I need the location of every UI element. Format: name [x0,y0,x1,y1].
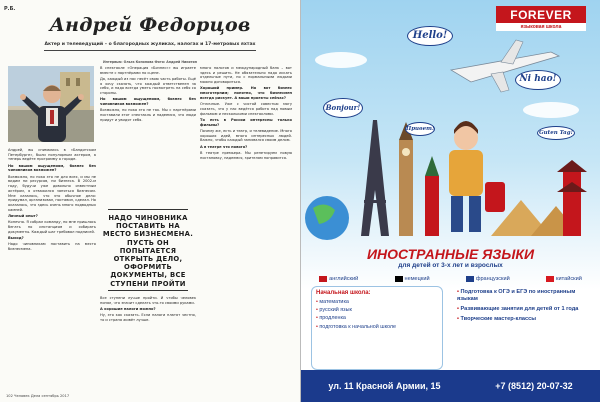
speech-bubble-hello: Hello! [407,26,453,46]
logo-subtitle: языковая школа [496,23,586,31]
portrait-illustration [8,66,94,142]
interview-paragraph: Отличные. Уже с чистой совестью могу сказать, что у нас ведётся работа над новым фильмом и несколькими спектаклями. [200,102,292,116]
interview-question: Выход? [8,235,24,240]
eiffel-tower-icon [361,120,389,236]
language-label: английский [329,276,359,282]
pullquote-rule-bottom [108,290,188,291]
interview-question: Личный опыт? [8,213,38,218]
interview-paragraph: Конечно. Я собрал команду, но мне пришлось бегать по инстанциям и собирать документы. Каждый шаг требовал подписей. [8,220,96,234]
interview-paragraph: Все ступени лучше пройти. И чтобы человек понял, что значит сделать что-то своими руками. [100,296,196,305]
course-item: • математика [316,298,438,306]
article-column-1 [8,148,96,253]
article-column-3 [200,66,292,162]
article-subtitle: Актер и телеведущий – о благородных жуликах, налогах и 17-метровых яхтах [44,42,256,47]
flag-icon [466,276,474,282]
interview-paragraph: Надо чиновникам поставить на место бизнесмена. [8,242,96,251]
phone-text: +7 (8512) 20-07-32 [495,381,573,391]
school-logo [496,6,586,31]
interview-paragraph: много налогов и международный банк – вот здесь и решить. Не обязательно надо искать отдельные пути, но с нормальными людьми можно договориться. [200,66,292,85]
course-item: • подготовка к начальной школе [316,323,438,331]
primary-school-title: Начальная школа: [316,290,371,296]
speech-bubble-guten-tag: Guten Tag! [537,126,575,140]
pullquote: НАДО ЧИНОВНИКА ПОСТАВИТЬ НА МЕСТО БИЗНЕСМЕНА. ПУСТЬ ОН ПОПЫТАЕТСЯ ОТКРЫТЬ ДЕЛО, ОФОРМИТЬ ДОКУМЕНТЫ, ВСЕ СТУПЕНИ ПРОЙТИ [102,214,194,288]
flag-icon [395,276,403,282]
language-label: китайский [556,276,582,282]
girl-traveler-icon [449,121,505,232]
flag-icon [546,276,554,282]
interview-paragraph: Андрей, вы снимались в «Бандитском Петербурге», были популярным актером, а теперь ведёте программу о городе. [8,148,96,162]
pullquote-rule-top [108,209,188,210]
interview-paragraph: Почему же, есть и театр, и телевидение. Много хороших идей, много интересных людей. Важно, чтобы каждый занимался своим делом. [200,128,292,143]
interview-paragraph: Возможно, но пока это не так. Мы с партнёрами поставили этот спектакль и надеемся, что люди придут и увидят себя. [100,108,196,122]
language-item [466,276,510,282]
article-title: Андрей Федорцов [49,14,251,36]
course-item: • русский язык [316,306,438,314]
title-rule [44,50,256,51]
interview-paragraph: Да, каждый из нас несёт свою часть работы. Ещё я хочу сказать, что каждый ответственен за себя, и надо всегда уметь посмотреть на себя со стороны. [100,77,196,96]
photo-credit: Интервью: Ольга Кононова Фото: Андрей Никитин [103,60,197,64]
interview-question: Но вашим ощущениям, бизнес без чиновников возможен? [8,163,96,173]
speech-bubble-privet: Привет! [405,122,435,136]
page-label: Р.Б. [4,6,16,12]
speech-bubble-nihao: Ni hao! [515,70,561,90]
course-item: • Творческие мастер-классы [457,316,587,323]
interview-question: А хорошие налоги можно? [100,307,156,311]
primary-school-items [316,298,438,331]
course-item: • Подготовка к ОГЭ и ЕГЭ по иностранным языкам [457,289,587,303]
language-item [319,276,358,282]
speech-bubble-bonjour: Bonjour! [323,98,363,118]
interview-question: А в театре что нового? [200,144,248,149]
course-item: • продленка [316,314,438,322]
ad-headline: ИНОСТРАННЫЕ ЯЗЫКИ [366,246,535,262]
courses-box [453,286,591,370]
interview-paragraph: В спектакле «Операция «Бизнес»» вы играете вместе с партнёрами по сцене. [100,66,196,75]
flag-icon [319,276,327,282]
article-column-2 [100,66,196,124]
logo-name: FOREVER [496,6,586,23]
portrait-photo [8,66,94,142]
language-label: немецкий [404,276,430,282]
language-label: французский [475,276,510,282]
big-ben-icon [399,122,413,236]
article-column-2-continued [100,296,196,324]
language-item [395,276,430,282]
interview-paragraph: В театре премьера. Мы репетируем новую постановку, надеемся, зрителям понравится. [200,150,292,160]
interview-question: Хороший пример. Но вот бизнес многотерпим; понятно, что бизнесмен всегда рискует. А ваши проекты сейчас? [200,86,292,100]
kremlin-tower-icon [425,156,439,236]
ad-subheadline: для детей от 3-х лет и взрослых [398,262,503,269]
language-school-ad [301,0,600,402]
interview-paragraph: Возможно, но пока это не для всех, и мы не видим ни ресурсов, ни бизнеса. В 2002-м году, будучи уже довольно известным актёром, я отважился заняться бизнесом. Мне казалось, что это обычное дело: придумал, организовал, поставил, сделал. Но оказалось, что здесь очень много подводных камней. [8,174,96,212]
contact-bar [301,370,600,402]
interview-question: То есть в России интересны только фильмы? [200,117,292,127]
language-list [301,276,600,282]
course-items [457,289,587,323]
page-footer: 102 Человек Дела сентябрь 2017 [6,394,70,398]
language-item [546,276,582,282]
interview-question: Но вашим ощущениям, бизнес без чиновников возможен? [100,97,196,107]
primary-school-box [311,286,443,370]
address-text: ул. 11 Красной Армии, 15 [328,381,441,391]
course-item: • Развивающие занятия для детей от 1 года [457,306,587,313]
interview-paragraph: Ну, это как сказать. Если налоги платят честно, то и страна живёт лучше. [100,313,196,322]
